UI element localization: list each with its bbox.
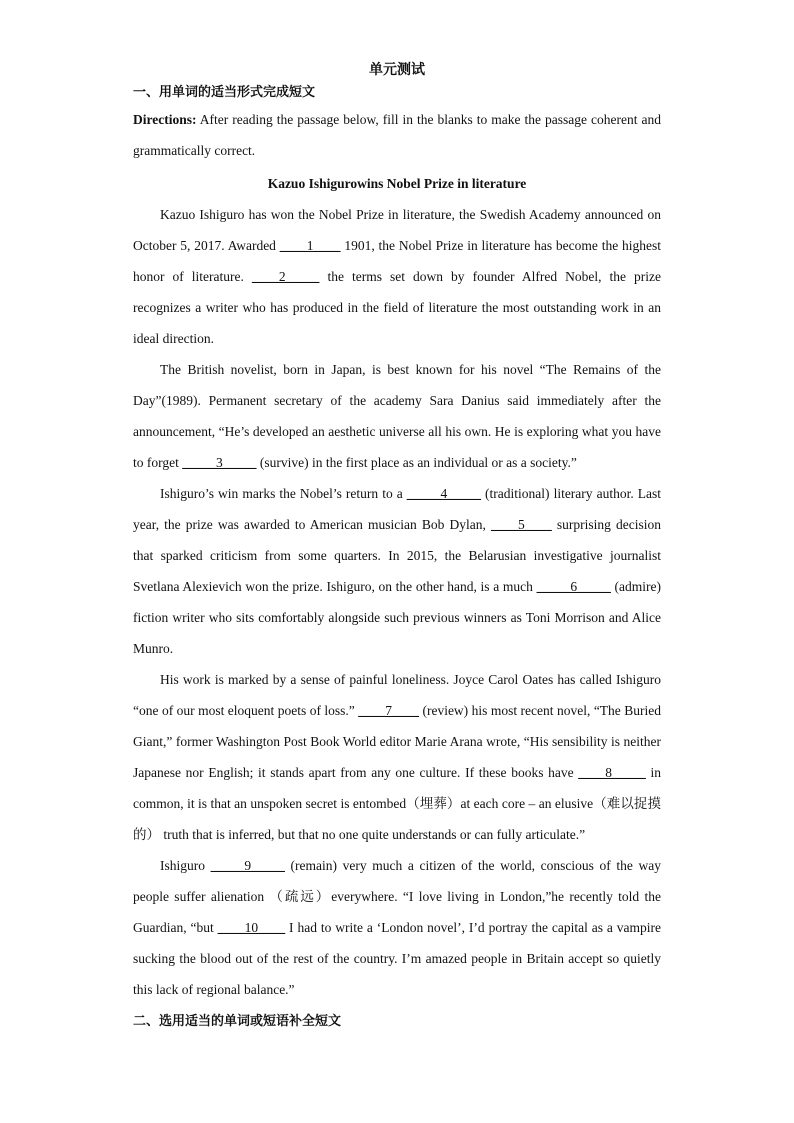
p1-text-a: Kazuo Ishiguro has won the Nobel Prize in literature, the Swedish Academy announced on October 5, 2017. Awarded bbox=[133, 207, 661, 253]
p4-text-c: in common, it is that an unspoken secret is entombed（埋葬）at each core – an elusive（难以捉摸的） truth that is inferred, but that no one quite understands or can fully articulate.” bbox=[133, 765, 661, 842]
blank-10[interactable]: ____10____ bbox=[217, 920, 286, 935]
p3-text-b: (traditional) literary author. Last year, the prize was awarded to American musician Bob Dylan, bbox=[133, 486, 661, 532]
blank-6[interactable]: _____6_____ bbox=[536, 579, 611, 594]
blank-8[interactable]: ____8_____ bbox=[578, 765, 646, 780]
paragraph-4 bbox=[133, 664, 661, 850]
p5-text-c: I had to write a ‘London novel’, I’d portray the capital as a vampire sucking the blood out of the rest of the country. I’m amazed people in Britain accept so quietly this lack of regional balance.” bbox=[133, 920, 661, 997]
p2-text-a: The British novelist, born in Japan, is best known for his novel “The Remains of the Day”(1989). Permanent secretary of the academy Sara Danius said immediately after the announcement, “He’s developed an aesthetic universe all his own. He is exploring what you have to forget bbox=[133, 362, 661, 470]
blank-5[interactable]: ____5____ bbox=[491, 517, 552, 532]
blank-2[interactable]: ____2_____ bbox=[251, 269, 320, 284]
p4-text-b: (review) his most recent novel, “The Buried Giant,” former Washington Post Book World editor Marie Arana wrote, “His sensibility is neither Japanese nor English; it stands apart from any one culture. If these books have bbox=[133, 703, 661, 780]
p4-text-a: His work is marked by a sense of painful loneliness. Joyce Carol Oates has called Ishiguro “one of our most eloquent poets of loss.” bbox=[133, 672, 661, 718]
directions-text: After reading the passage below, fill in the blanks to make the passage coherent and grammatically correct. bbox=[133, 112, 661, 158]
directions-label: Directions: bbox=[133, 112, 197, 127]
p5-text-b: (remain) very much a citizen of the world, conscious of the way people suffer alienation （疏远）everywhere. “I love living in London,”he recently told the Guardian, “but bbox=[133, 858, 661, 935]
document-page bbox=[133, 58, 661, 1033]
section1-heading: 一、用单词的适当形式完成短文 bbox=[133, 85, 316, 100]
blank-9[interactable]: _____9_____ bbox=[210, 858, 285, 873]
paragraph-2 bbox=[133, 354, 661, 478]
blank-3[interactable]: _____3_____ bbox=[182, 455, 257, 470]
doc-title: 单元测试 bbox=[369, 62, 425, 78]
paragraph-3 bbox=[133, 478, 661, 664]
section2-heading: 二、选用适当的单词或短语补全短文 bbox=[133, 1014, 342, 1029]
paragraph-5 bbox=[133, 850, 661, 1005]
blank-1[interactable]: ____1____ bbox=[279, 238, 341, 253]
paragraph-1 bbox=[133, 199, 661, 354]
passage-title: Kazuo Ishigurowins Nobel Prize in literature bbox=[267, 176, 527, 191]
p3-text-d: (admire) fiction writer who sits comfortably alongside such previous winners as Toni Morrison and Alice Munro. bbox=[133, 579, 661, 656]
p3-text-c: surprising decision that sparked criticism from some quarters. In 2015, the Belarusian investigative journalist Svetlana Alexievich won the prize. Ishiguro, on the other hand, is a much bbox=[133, 517, 661, 594]
p2-text-b: (survive) in the first place as an individual or as a society.” bbox=[256, 455, 577, 470]
p5-text-a: Ishiguro bbox=[160, 858, 211, 873]
blank-7[interactable]: ____7____ bbox=[358, 703, 419, 718]
p1-text-b: 1901, the Nobel Prize in literature has become the highest honor of literature. bbox=[133, 238, 661, 284]
blank-4[interactable]: _____4_____ bbox=[406, 486, 482, 501]
p1-text-c: the terms set down by founder Alfred Nobel, the prize recognizes a writer who has produced in the field of literature the most outstanding work in an ideal direction. bbox=[133, 269, 661, 346]
p3-text-a: Ishiguro’s win marks the Nobel’s return to a bbox=[160, 486, 407, 501]
directions bbox=[133, 104, 661, 166]
